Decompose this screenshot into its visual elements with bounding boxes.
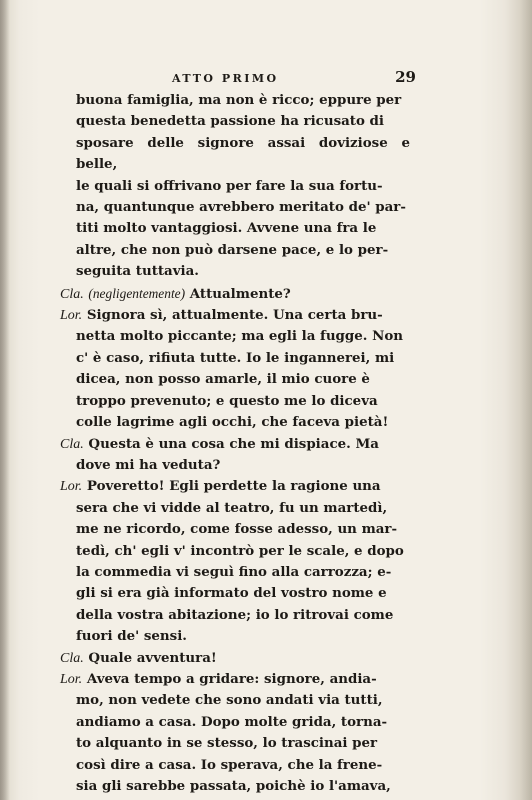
stage-direction: (negligentemente) — [88, 285, 186, 301]
text-line: buona famiglia, ma non è ricco; eppure per — [76, 92, 402, 108]
text-line: na, quantunque avrebbero meritato de' par- — [76, 199, 406, 216]
text-line: seguita tuttavia. — [76, 263, 199, 280]
text-line: questa benedetta passione ha ricusato di — [76, 113, 385, 130]
text-line: c' è caso, rifiuta tutte. Io le ingannerei, mi — [76, 349, 395, 366]
text-line: gli si era già informato del vostro nome e — [76, 585, 387, 602]
opening-paragraph — [76, 90, 410, 283]
text-line: Signora sì, attualmente. Una certa bru- — [86, 307, 383, 324]
text-line: tedì, ch' egli v' incontrò per le scale, e dopo — [76, 542, 404, 559]
text-line: troppo prevenuto; e questo me lo diceva — [76, 392, 378, 409]
speech-lorenzo-3 — [60, 669, 410, 797]
speech-lorenzo-2 — [60, 476, 410, 647]
speech-claudia-2 — [60, 434, 410, 477]
text-line: Questa è una cosa che mi dispiace. Ma — [88, 435, 379, 452]
text-line: colle lagrime agli occhi, che faceva pietà! — [76, 414, 389, 431]
text-line: della vostra abitazione; io lo ritrovai come — [76, 606, 394, 623]
text-line: sia gli sarebbe passata, poichè io l'amava, — [76, 778, 391, 794]
text-line: altre, che non può darsene pace, e lo per- — [76, 241, 389, 258]
speaker-label: Lor. — [60, 479, 83, 495]
speech-text: Attualmente? — [189, 285, 291, 302]
spine-shadow — [0, 0, 10, 800]
header-title: ATTO PRIMO — [172, 72, 279, 85]
speech-text: Quale avventura! — [88, 649, 217, 666]
speech-lorenzo-1 — [60, 305, 410, 433]
text-line: me ne ricordo, come fosse adesso, un mar- — [76, 521, 398, 538]
body-text — [60, 90, 410, 797]
text-line: mo, non vedete che sono andati via tutti, — [76, 692, 383, 709]
text-line: netta molto piccante; ma egli la fugge. Non — [76, 328, 404, 345]
page-number: 29 — [395, 68, 416, 86]
speaker-label: Lor. — [60, 671, 83, 687]
text-line: sposare delle signore assai doviziose e belle, — [76, 134, 410, 173]
speaker-label: Lor. — [60, 308, 83, 324]
page-content — [60, 66, 416, 797]
speaker-label: Cla. — [60, 650, 84, 666]
text-line: così dire a casa. Io sperava, che la frene- — [76, 756, 383, 773]
text-line: dove mi ha veduta? — [76, 456, 221, 473]
text-line: la commedia vi seguì fino alla carrozza; e- — [76, 563, 392, 580]
speaker-label: Cla. — [60, 286, 84, 302]
text-line: Aveva tempo a gridare: signore, andia- — [86, 670, 377, 687]
text-line: to alquanto in se stesso, lo trascinai per — [76, 735, 378, 752]
text-line: sera che vi vidde al teatro, fu un martedì, — [76, 499, 388, 516]
text-line: titi molto vantaggiosi. Avvene una fra le — [76, 220, 377, 237]
running-header — [60, 66, 416, 90]
text-line: fuori de' sensi. — [76, 628, 187, 645]
text-line: dicea, non posso amarle, il mio cuore è — [76, 371, 370, 388]
speaker-label: Cla. — [60, 436, 84, 452]
speech-claudia-3 — [60, 648, 410, 669]
text-line: andiamo a casa. Dopo molte grida, torna- — [76, 713, 388, 730]
text-line: le quali si offrivano per fare la sua fortu- — [76, 177, 383, 194]
text-line: Poveretto! Egli perdette la ragione una — [86, 478, 381, 495]
speech-claudia-1 — [60, 283, 410, 305]
